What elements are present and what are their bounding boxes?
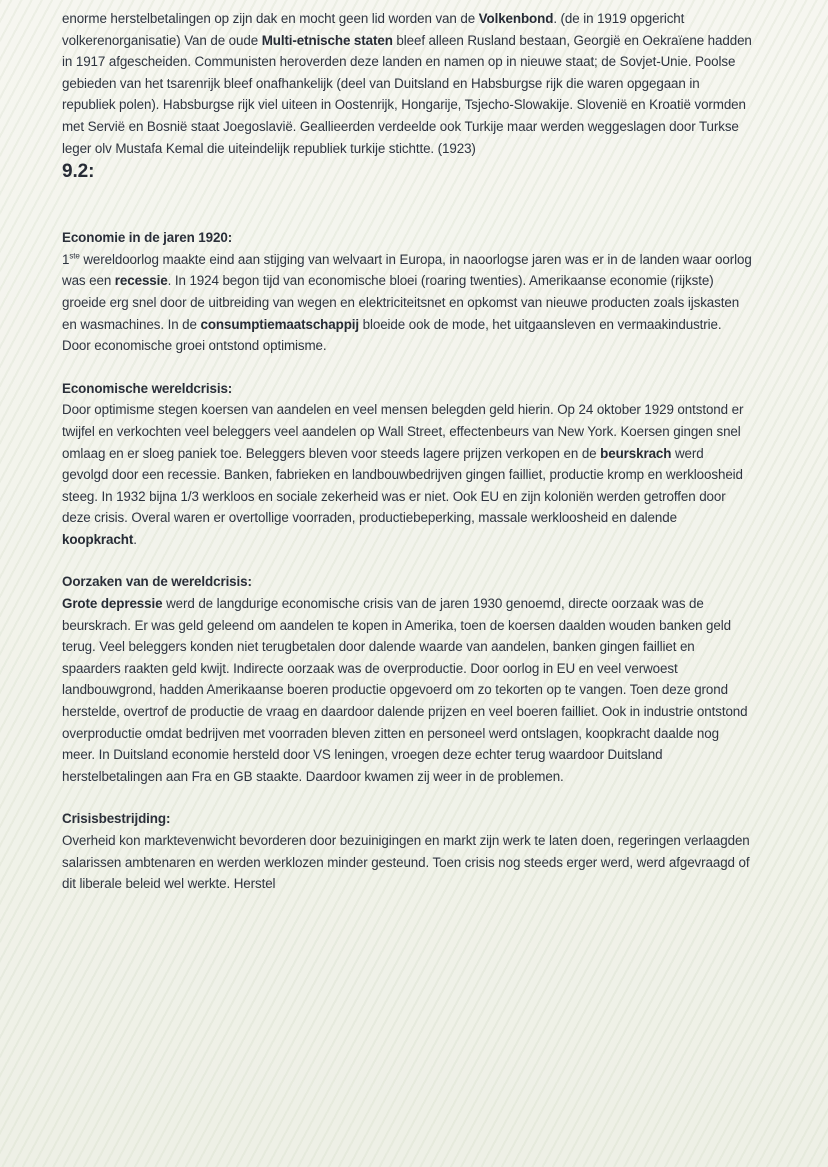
bold-term: Volkenbond: [478, 11, 554, 26]
section-oorzaken: [62, 571, 752, 787]
text-run: bloeide ook de mode, het uitgaansleven en vermaakindustrie. Door economische groei ontstond optimisme.: [62, 316, 722, 354]
section-wereldcrisis: [62, 378, 752, 551]
text-run: werd de langdurige economische crisis van de jaren 1930 genoemd, directe oorzaak was de beurskrach. Er was geld geleend om aandelen te kopen in Amerika, toen de koersen daalden wouden banken geld terug. Veel beleggers konden niet terugbetalen door dalende waarde van aandelen, banken gingen failliet en spaarders raakten geld kwijt. Indirecte oorzaak was de overproductie. Door oorlog in EU en veel verwoest landbouwgrond, hadden Amerikaanse boeren productie opgevoerd om zo tekorten op te vangen. Toen deze grond herstelde, overtrof de productie de vraag en daardoor dalende prijzen en veel boeren failliet. Ook in industrie ontstond overproductie omdat bedrijven met voorraden bleven zitten en personeel werd ontslagen, koopkracht daalde nog meer. In Duitsland economie hersteld door VS leningen, vroegen deze echter terug waardoor Duitsland herstelbetalingen aan Fra en GB staakte. Daardoor kwamen zij weer in de problemen.: [62, 596, 748, 784]
bold-term: Multi-etnische staten: [261, 32, 393, 48]
bold-term: Grote depressie: [62, 596, 163, 612]
text-run: .: [133, 531, 137, 547]
section-number-heading: 9.2:: [62, 161, 95, 183]
bold-term: koopkracht: [62, 531, 134, 547]
section-title: Economie in de jaren 1920:: [62, 230, 233, 246]
text-run: werd gevolgd door een recessie. Banken, fabrieken en landbouwbedrijven gingen failliet, productie kromp en werkloosheid steeg. In 1932 bijna 1/3 werkloos en sociale zekerheid was er niet. Ook EU en zijn koloniën werden getroffen door deze crisis. Overal waren er overtollige voorraden, productiebeperking, massale werkloosheid en dalende: [62, 445, 743, 526]
intro-paragraph: [62, 8, 752, 159]
text-run: bleef alleen Rusland bestaan, Georgië en Oekraïene hadden in 1917 afgescheiden. Communisten heroverden deze landen en namen op in nieuwe staat; de Sovjet-Unie. Poolse gebieden van het tsarenrijk bleef onafhankelijk (deel van Duitsland en Habsburgse rijk die waren opgegaan in republiek polen). Habsburgse rijk viel uiteen in Oostenrijk, Hongarije, Tsjecho-Slowakije. Slovenië en Kroatië vormden met Servië en Bosnië staat Joegoslavië. Geallieerden verdeelde ook Turkije maar werden weggeslagen door Turkse leger olv Mustafa Kemal die uiteindelijk republiek turkije stichtte. (1923): [62, 32, 752, 156]
section-crisisbestrijding: [62, 808, 752, 894]
document-body: [62, 8, 752, 895]
bold-term: recessie: [114, 273, 168, 289]
section-title: Crisisbestrijding:: [62, 811, 171, 827]
ordinal-superscript: ste: [69, 251, 80, 261]
text-run: . (de in 1919 opgericht volkerenorganisatie) Van de oude: [62, 11, 685, 48]
text-run: Overheid kon marktevenwicht bevorderen door bezuinigingen en markt zijn werk te laten doen, regeringen verlaagden salarissen ambtenaren en werden werklozen minder gesteund. Toen crisis nog steeds erger werd, werd afgevraagd of dit liberale beleid wel werkte. Herstel: [62, 833, 750, 892]
section-title: Economische wereldcrisis:: [62, 380, 233, 396]
section-paragraph: [62, 593, 752, 787]
text-run: . In 1924 begon tijd van economische bloei (roaring twenties). Amerikaanse economie (rijkste) groeide erg snel door de uitbreiding van wegen en elektriciteitsnet en opkomst van nieuwe producten zoals ijskasten en wasmachines. In de: [62, 273, 740, 332]
section-economie: [62, 227, 752, 357]
bold-term: beurskrach: [600, 445, 672, 461]
text-run: wereldoorlog maakte eind aan stijging van welvaart in Europa, in naoorlogse jaren was er in de landen waar oorlog was een: [62, 251, 752, 289]
bold-term: consumptiemaatschappij: [200, 316, 360, 332]
section-paragraph: [62, 830, 752, 895]
section-paragraph: [62, 399, 752, 550]
section-paragraph: [62, 249, 752, 357]
text-run: enorme herstelbetalingen op zijn dak en mocht geen lid worden van de: [62, 11, 479, 26]
text-run: 1: [62, 251, 70, 267]
section-title: Oorzaken van de wereldcrisis:: [62, 574, 252, 590]
text-run: Door optimisme stegen koersen van aandelen en veel mensen belegden geld hierin. Op 24 oktober 1929 ontstond er twijfel en verkochten veel beleggers veel aandelen op Wall Street, effectenbeurs van New York. Koersen gingen snel omlaag en er sloeg paniek toe. Beleggers bleven voor steeds lagere prijzen verkopen en de: [62, 402, 744, 461]
